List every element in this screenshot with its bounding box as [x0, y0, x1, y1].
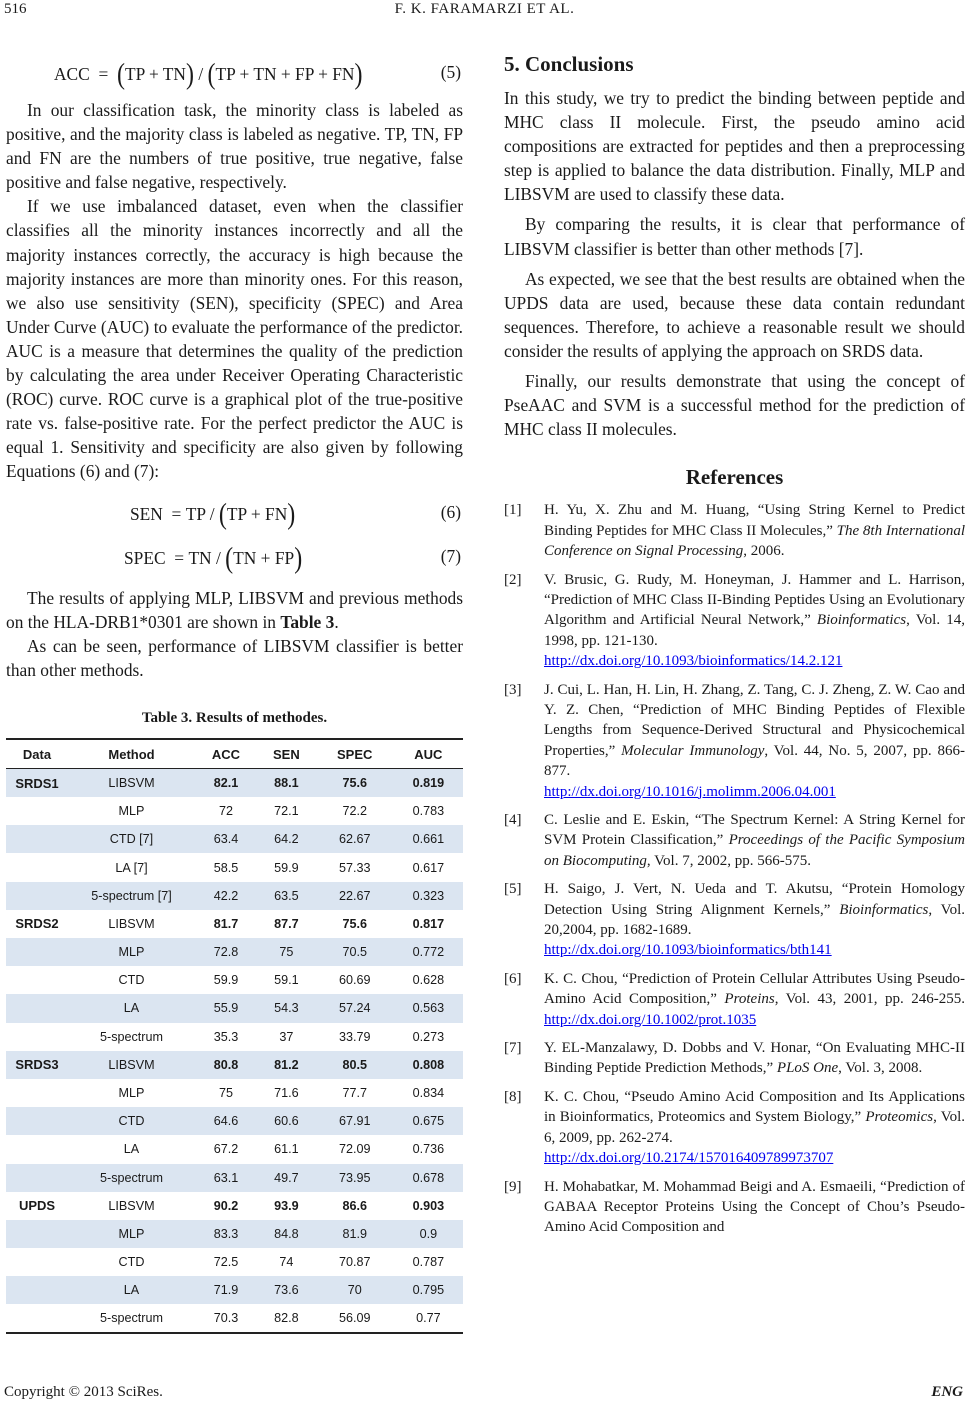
cell-spec: 62.67 [316, 825, 394, 853]
cell-auc: 0.675 [394, 1107, 463, 1135]
cell-sen: 88.1 [257, 769, 316, 797]
cell-method: LA [7] [115, 860, 148, 875]
cell-spec: 77.7 [342, 1086, 367, 1101]
cell-acc: 81.7 [213, 916, 239, 931]
reference-text: K. C. Chou, “Pseudo Amino Acid Composition and Its Applications in Bioinformatics, Proteomics and System Biology,” [544, 1088, 965, 1126]
paragraph-libsvm-better: As can be seen, performance of LIBSVM classifier is better than other methods. [6, 635, 463, 680]
cell-acc: 59.9 [213, 973, 239, 988]
cell-method: LIBSVM [68, 769, 195, 797]
cell-data: SRDS1 [6, 769, 68, 797]
reference-venue: Bioinformatics [816, 612, 907, 629]
cell-spec: 81.9 [316, 1220, 394, 1248]
cell-method: LIBSVM [68, 1051, 195, 1079]
eq-acc-denominator: TP + TN + FP + FN [215, 64, 355, 84]
reference-venue: Proceedings of the Pacific Symposium on Biocomputing [544, 832, 965, 869]
reference-text: C. Leslie and E. Eskin, “The Spectrum Kernel: A String Kernel for SVM Protein Classification,” [544, 812, 965, 849]
reference-text: H. Mohabatkar, M. Mohammad Beigi and A. Esmaeili, “Prediction of GABAA Receptor Proteins Using the Concept of Chou’s Pseudo-Amino Acid Composition and [544, 1178, 965, 1236]
table-row [6, 825, 463, 853]
cell-spec: 73.95 [316, 1164, 394, 1192]
reference-item [504, 680, 965, 802]
reference-item [504, 500, 965, 561]
table-row [6, 769, 463, 797]
eq-spec-numerator: TN [188, 547, 212, 568]
reference-text: H. Yu, X. Zhu and M. Huang, “Using String Kernel to Predict Binding Peptides for MHC Class II Molecules,” [544, 502, 965, 539]
cell-auc: 0.9 [394, 1220, 463, 1248]
cell-method: MLP [68, 1220, 195, 1248]
cell-auc: 0.628 [412, 973, 445, 988]
header-auc: AUC [394, 739, 463, 769]
cell-data [6, 966, 68, 994]
header-spec: SPEC [316, 739, 394, 769]
reference-details: , Vol. 6, 2009, pp. 262-274. [544, 1109, 966, 1146]
cell-data [6, 825, 68, 853]
cell-sen: 81.2 [257, 1051, 316, 1079]
cell-auc: 0.772 [394, 938, 463, 966]
cell-acc: 42.2 [195, 882, 257, 910]
cell-auc: 0.617 [412, 860, 445, 875]
reference-text: V. Brusic, G. Rudy, M. Honeyman, J. Hammer and L. Harrison, “Prediction of MHC Class II-Binding Peptides Using an Evolutionary Algorithm and Artificial Neural Network,” [544, 571, 965, 629]
reference-venue: Proteomics [865, 1109, 934, 1126]
cell-sen: 61.1 [274, 1142, 299, 1157]
reference-venue: PLoS One [776, 1060, 839, 1077]
cell-sen: 49.7 [257, 1164, 316, 1192]
cell-spec: 57.33 [338, 860, 371, 875]
cell-sen: 72.1 [274, 804, 299, 819]
cell-spec: 70.87 [338, 1255, 371, 1270]
cell-auc: 0.808 [394, 1051, 463, 1079]
cell-sen: 71.6 [274, 1086, 299, 1101]
cell-method: 5-spectrum [100, 1029, 163, 1044]
cell-auc: 0.787 [412, 1255, 445, 1270]
results-intro-end: . [334, 611, 339, 632]
reference-number: [7] [504, 1040, 522, 1057]
header-data: Data [6, 739, 68, 769]
cell-auc: 0.817 [412, 916, 445, 931]
cell-data [6, 1248, 68, 1276]
paragraph-minority-class: In our classification task, the minority class is labeled as positive, and the majority class is labeled as negative. TP, TN, FP and FN are the numbers of true positive, true negative, false positive and false negative, respectively. [6, 100, 463, 193]
cell-data [6, 853, 68, 881]
page-number: 516 [4, 1, 27, 17]
reference-text: Y. EL-Manzalawy, D. Dobbs and V. Honar, “On Evaluating MHC-II Binding Peptide Prediction Methods,” [544, 1040, 965, 1077]
table-row [6, 1079, 463, 1107]
paragraph-results-intro [6, 586, 463, 634]
paragraph-imbalanced: If we use imbalanced dataset, even when the classifier classifies all the minority instances incorrectly and all the majority instances correctly, the accuracy is high because the majority instances are more than minority ones. For this reason, we also use sensitivity (SEN), specificity (SPEC) and Area Under Curve (AUC) to evaluate the performance of the predictor. AUC is a measure that determines the quality of the prediction by calculating the area under Receiver Operating Characteristic (ROC) curve. ROC curve is a graphical plot of the true-positive rate vs. false-positive rate. For the perfect predictor the AUC is equal 1. Sensitivity and specificity are also given by following Equations (6) and (7): [6, 196, 463, 482]
cell-sen: 59.9 [274, 860, 299, 875]
cell-auc: 0.77 [394, 1304, 463, 1332]
equation-acc: ACC = (TP + TN) / (TP + TN + FP + FN) (5) [54, 58, 461, 92]
cell-method: LA [68, 1276, 195, 1304]
cell-auc: 0.783 [412, 804, 445, 819]
cell-sen: 64.2 [257, 825, 316, 853]
table-row [6, 1220, 463, 1248]
cell-data: SRDS3 [6, 1051, 68, 1079]
cell-method: LA [123, 1142, 140, 1157]
reference-doi-link[interactable]: http://dx.doi.org/10.1093/bioinformatics/14.2.121 [544, 653, 843, 670]
eq-sen-denominator: TP + FN [226, 503, 288, 524]
table-row [6, 1164, 463, 1192]
journal-abbrev: ENG [931, 1384, 963, 1400]
results-intro-text: The results of applying MLP, LIBSVM and previous methods on the HLA-DRB1*0301 are shown in [6, 587, 463, 632]
cell-sen: 59.1 [274, 973, 299, 988]
cell-data: SRDS2 [15, 916, 59, 932]
table-row [6, 797, 463, 825]
reference-details: , Vol. 43, 2001, pp. 246-255. [774, 991, 965, 1008]
cell-spec: 57.24 [316, 994, 394, 1022]
cell-method: MLP [118, 1086, 145, 1101]
table-row [6, 853, 463, 881]
cell-auc: 0.736 [412, 1142, 445, 1157]
cell-method: 5-spectrum [7] [68, 882, 195, 910]
cell-spec: 70 [316, 1276, 394, 1304]
conclusions-paragraph-2: By comparing the results, it is clear that performance of LIBSVM classifier is better than other methods [7]. [504, 214, 965, 259]
cell-method: MLP [68, 938, 195, 966]
table-header-row [6, 739, 463, 769]
table-row [6, 882, 463, 910]
cell-sen: 84.8 [257, 1220, 316, 1248]
cell-spec: 72.2 [342, 804, 367, 819]
eq-acc-numerator: TP + TN [124, 64, 186, 84]
cell-data [6, 1107, 68, 1135]
reference-number: [6] [504, 970, 522, 987]
cell-acc: 90.2 [213, 1198, 239, 1213]
running-head-authors: F. K. FARAMARZI ET AL. [394, 1, 575, 17]
eq-acc-lhs: ACC [54, 64, 90, 84]
cell-auc: 0.834 [412, 1086, 445, 1101]
cell-sen: 93.9 [274, 1198, 299, 1213]
conclusions-paragraph-3: As expected, we see that the best results are obtained when the UPDS data are used, because these data contain redundant sequences. Therefore, to achieve a reasonable result we should consider the results of applying the approach on SRDS data. [504, 268, 965, 361]
header-method: Method [68, 739, 195, 769]
cell-method: CTD [7] [68, 825, 195, 853]
cell-data [6, 938, 68, 966]
eq-sen-lhs: SEN [130, 503, 163, 524]
reference-number: [1] [504, 502, 522, 519]
cell-sen: 73.6 [257, 1276, 316, 1304]
cell-method: LIBSVM [108, 1198, 155, 1213]
cell-data [6, 882, 68, 910]
reference-item [504, 1038, 965, 1079]
reference-item [504, 1087, 965, 1169]
reference-doi-link[interactable]: http://dx.doi.org/10.1016/j.molimm.2006.04.001 [544, 783, 836, 800]
cell-sen: 54.3 [257, 994, 316, 1022]
cell-data [6, 1023, 68, 1051]
cell-spec: 80.5 [316, 1051, 394, 1079]
cell-acc: 63.4 [195, 825, 257, 853]
results-table [6, 738, 463, 1334]
cell-data [6, 797, 68, 825]
equation-spec: SPEC = TN / (TN + FP) (7) [124, 542, 461, 575]
cell-data: UPDS [18, 1198, 56, 1214]
cell-data [6, 1164, 68, 1192]
cell-auc: 0.323 [394, 882, 463, 910]
table-row [6, 1023, 463, 1051]
cell-acc: 72.5 [213, 1255, 239, 1270]
cell-sen: 82.8 [257, 1304, 316, 1332]
table-row [6, 994, 463, 1022]
cell-method: MLP [118, 804, 145, 819]
cell-data [6, 1135, 68, 1163]
equation-sen: SEN = TP / (TP + FN) (6) [130, 498, 461, 531]
cell-acc: 72 [218, 804, 233, 819]
cell-spec: 22.67 [316, 882, 394, 910]
copyright-text: Copyright © 2013 SciRes. [4, 1384, 163, 1400]
reference-number: [3] [504, 681, 522, 698]
cell-auc: 0.661 [394, 825, 463, 853]
cell-data [6, 1220, 68, 1248]
cell-acc: 71.9 [195, 1276, 257, 1304]
table-row [6, 1248, 463, 1276]
cell-acc: 35.3 [213, 1029, 239, 1044]
reference-item [504, 570, 965, 672]
cell-acc: 72.8 [195, 938, 257, 966]
cell-method: LA [68, 994, 195, 1022]
reference-item [504, 1177, 965, 1238]
table-row [6, 1276, 463, 1304]
cell-sen: 74 [279, 1255, 294, 1270]
reference-number: [2] [504, 571, 522, 588]
reference-doi-link[interactable]: http://dx.doi.org/10.2174/157016409789973707 [544, 1150, 834, 1167]
cell-method: LIBSVM [108, 916, 155, 931]
cell-data [6, 1079, 68, 1107]
cell-sen: 75 [257, 938, 316, 966]
cell-spec: 86.6 [342, 1198, 367, 1213]
cell-auc: 0.903 [412, 1198, 445, 1213]
cell-auc: 0.795 [394, 1276, 463, 1304]
reference-item [504, 879, 965, 961]
cell-data [6, 1276, 68, 1304]
conclusions-paragraph-1: In this study, we try to predict the binding between peptide and MHC class II molecule. First, the pseudo amino acid compositions are extracted for peptides and then a preprocessing step is applied to balance the data distribution. Finally, MLP and LIBSVM are used to classify these data. [504, 88, 965, 205]
reference-item [504, 969, 965, 1030]
cell-auc: 0.819 [394, 769, 463, 797]
table-row [6, 1107, 463, 1135]
cell-sen: 37 [279, 1029, 294, 1044]
cell-method: 5-spectrum [68, 1304, 195, 1332]
reference-venue: The 8th International Conference on Signal Processing [544, 522, 965, 560]
header-acc: ACC [195, 739, 257, 769]
cell-method: 5-spectrum [68, 1164, 195, 1192]
cell-acc: 64.6 [195, 1107, 257, 1135]
reference-text: H. Saigo, J. Vert, N. Ueda and T. Akutsu, “Protein Homology Detection Using String Alignment Kernels,” [544, 881, 965, 918]
reference-number: [4] [504, 812, 522, 828]
reference-list [504, 500, 965, 1237]
reference-doi-link[interactable]: http://dx.doi.org/10.1002/prot.1035 [544, 1011, 757, 1028]
reference-venue: Molecular Immunology [621, 742, 765, 759]
cell-acc: 67.2 [213, 1142, 239, 1157]
cell-acc: 70.3 [195, 1304, 257, 1332]
table-row [6, 910, 463, 938]
table-row [6, 1051, 463, 1079]
cell-spec: 67.91 [316, 1107, 394, 1135]
table-body [6, 769, 463, 1333]
cell-acc: 80.8 [195, 1051, 257, 1079]
cell-acc: 82.1 [195, 769, 257, 797]
reference-text: J. Cui, L. Han, H. Lin, H. Zhang, Z. Tang, C. J. Zheng, Z. W. Cao and Y. Z. Chen, “Prediction of MHC Binding Peptides of Flexible Lengths from Sequence-Derived Structural and Physicochemical Properties,” [544, 681, 965, 759]
eq-spec-lhs: SPEC [124, 547, 166, 568]
reference-item [504, 810, 965, 871]
reference-details: , Vol. 20,2004, pp. 1682-1689. [544, 901, 965, 939]
reference-text: K. C. Chou, “Prediction of Protein Cellular Attributes Using Pseudo-Amino Acid Composition,” [544, 970, 965, 1008]
cell-data [6, 994, 68, 1022]
cell-sen: 87.7 [274, 916, 299, 931]
reference-details: , 2006. [743, 543, 785, 560]
cell-auc: 0.273 [412, 1029, 445, 1044]
eq-spec-label: (7) [440, 545, 461, 566]
cell-spec: 75.6 [316, 769, 394, 797]
table-row [6, 1304, 463, 1332]
cell-method: CTD [118, 1255, 145, 1270]
reference-number: [5] [504, 881, 522, 898]
conclusions-heading: 5. Conclusions [504, 52, 634, 76]
eq-sen-label: (6) [440, 501, 461, 522]
left-column [6, 52, 463, 1334]
reference-doi-link[interactable]: http://dx.doi.org/10.1093/bioinformatics/bth141 [544, 942, 832, 959]
page-footer [4, 1384, 965, 1401]
cell-spec: 72.09 [338, 1142, 371, 1157]
cell-spec: 70.5 [316, 938, 394, 966]
table-3-reference: Table 3 [280, 611, 335, 632]
cell-auc: 0.678 [394, 1164, 463, 1192]
cell-sen: 63.5 [257, 882, 316, 910]
reference-venue: Bioinformatics [839, 901, 929, 918]
cell-data [6, 1304, 68, 1332]
table-row [6, 1135, 463, 1163]
cell-acc: 83.3 [195, 1220, 257, 1248]
cell-spec: 33.79 [338, 1029, 371, 1044]
reference-details: , Vol. 14, 1998, pp. 121-130. [544, 612, 966, 649]
cell-method: CTD [68, 1107, 195, 1135]
header-sen: SEN [257, 739, 316, 769]
table-row [6, 938, 463, 966]
reference-details: , Vol. 44, No. 5, 2007, pp. 866-877. [544, 742, 966, 780]
conclusions-paragraph-4: Finally, our results demonstrate that using the concept of PseAAC and SVM is a successful method for the prediction of MHC class II molecules. [504, 371, 965, 440]
cell-acc: 63.1 [195, 1164, 257, 1192]
eq-sen-numerator: TP [185, 503, 206, 524]
eq-spec-denominator: TN + FP [233, 547, 295, 568]
reference-number: [8] [504, 1088, 522, 1105]
reference-details: , Vol. 7, 2002, pp. 566-575. [646, 852, 811, 869]
reference-venue: Proteins [724, 991, 775, 1008]
cell-method: CTD [118, 973, 145, 988]
cell-acc: 75 [218, 1086, 233, 1101]
table-caption: Table 3. Results of methodes. [141, 709, 328, 726]
cell-spec: 56.09 [316, 1304, 394, 1332]
cell-auc: 0.563 [394, 994, 463, 1022]
cell-spec: 75.6 [342, 916, 367, 931]
reference-number: [9] [504, 1178, 522, 1195]
right-column [504, 52, 965, 1246]
eq-acc-label: (5) [440, 62, 461, 82]
reference-details: , Vol. 3, 2008. [838, 1060, 923, 1077]
references-heading: References [685, 465, 784, 490]
cell-spec: 60.69 [338, 973, 371, 988]
cell-acc: 55.9 [195, 994, 257, 1022]
running-head [0, 0, 969, 20]
table-row [6, 1192, 463, 1220]
table-row [6, 966, 463, 994]
cell-acc: 58.5 [213, 860, 239, 875]
cell-sen: 60.6 [257, 1107, 316, 1135]
